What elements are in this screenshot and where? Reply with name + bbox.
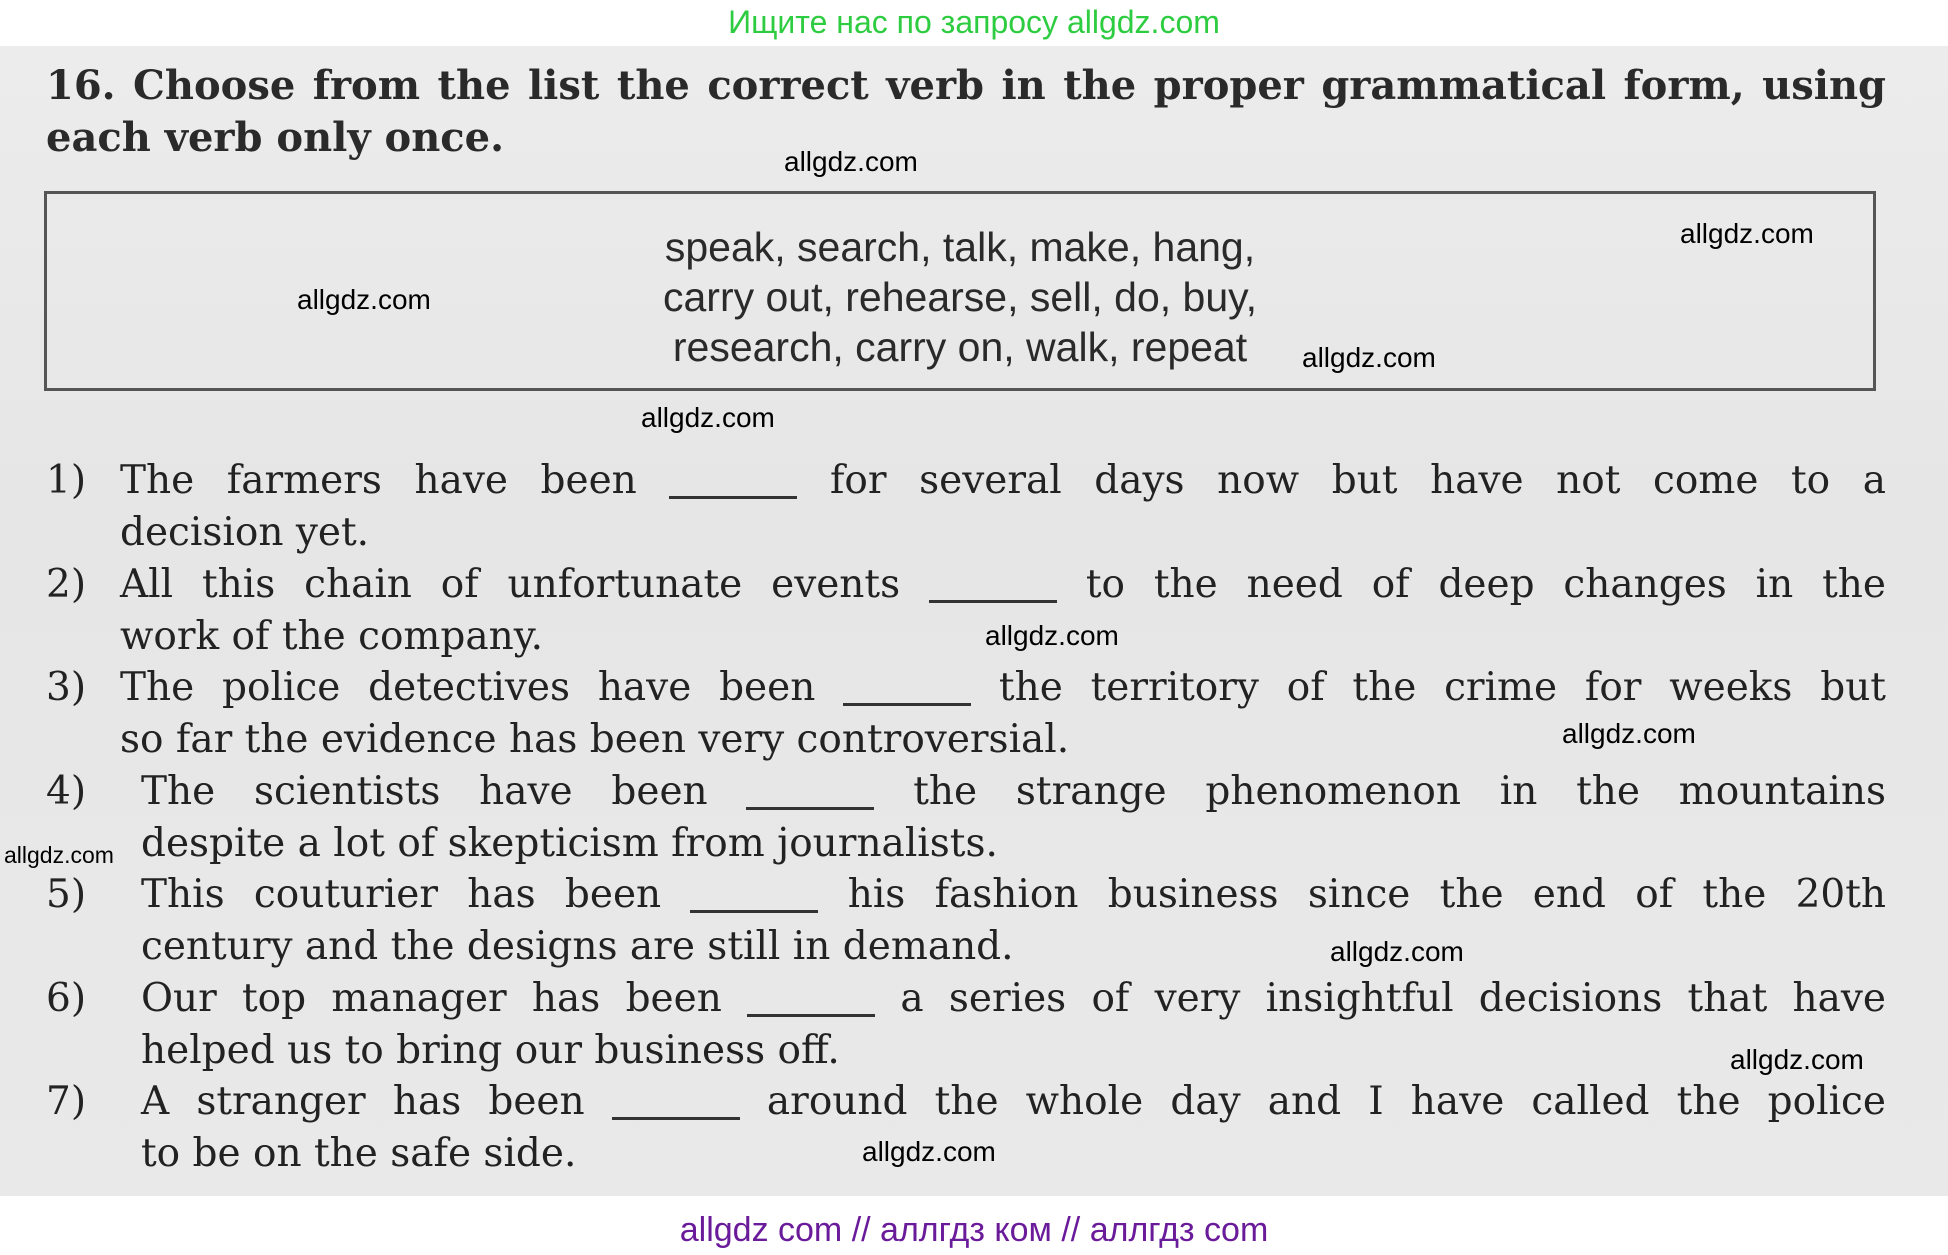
exercise-item [46, 869, 1886, 973]
item-line: work of the company. [120, 613, 544, 659]
item-number: 5) [46, 872, 87, 917]
item-line: to be on the safe side. [141, 1131, 577, 1176]
item-line: so far the evidence has been very controversial. [120, 717, 1070, 762]
answer-blank [690, 876, 818, 913]
word-list-line: speak, search, talk, make, hang, [664, 224, 1256, 270]
item-line: helped us to bring our business off. [141, 1027, 840, 1073]
exercise-items [46, 455, 1886, 1180]
watermark: allgdz.com [784, 146, 918, 177]
exercise-item [46, 973, 1886, 1077]
item-number: 6) [46, 975, 87, 1021]
item-text [120, 662, 1886, 766]
item-line: The farmers have been for several days now but have not come to a [120, 458, 1887, 503]
watermark: allgdz.com [985, 620, 1119, 651]
item-text [141, 973, 1886, 1077]
item-number: 2) [46, 561, 87, 607]
watermark: allgdz.com [1330, 936, 1464, 967]
item-number: 4) [46, 768, 87, 814]
item-line: All this chain of unfortunate events to the need of deep changes in the [120, 561, 1886, 607]
item-number: 3) [46, 665, 87, 710]
word-list-line: research, carry on, walk, repeat [672, 324, 1248, 370]
exercise-item [46, 455, 1886, 559]
task-title: 16. Choose from the list the correct verb in the proper grammatical form, using each verb only once. [46, 62, 1886, 161]
watermark: allgdz.com [1302, 342, 1436, 373]
item-text [141, 1076, 1886, 1180]
item-line: A stranger has been around the whole day and I have called the police [141, 1079, 1886, 1124]
item-line: Our top manager has been a series of very insightful decisions that have [141, 975, 1886, 1021]
bottom-banner: allgdz com // аллгдз ком // аллгдз com [679, 1211, 1269, 1249]
watermark: allgdz.com [1562, 718, 1696, 749]
watermark: allgdz.com [297, 284, 431, 315]
item-text [141, 766, 1886, 870]
answer-blank [746, 773, 874, 810]
answer-blank [612, 1083, 740, 1120]
item-text [141, 869, 1886, 973]
top-banner: Ищите нас по запросу allgdz.com [728, 4, 1220, 40]
exercise-item [46, 766, 1886, 870]
answer-blank [747, 980, 875, 1017]
item-line: This couturier has been his fashion business since the end of the 20th [141, 872, 1887, 917]
item-line: The police detectives have been the territory of the crime for weeks but [120, 665, 1886, 710]
watermark: allgdz.com [862, 1136, 996, 1167]
watermark: allgdz.com [641, 402, 775, 433]
item-line: decision yet. [120, 510, 370, 555]
item-line: century and the designs are still in demand. [141, 924, 1014, 969]
item-text [120, 455, 1886, 559]
answer-blank [929, 566, 1057, 603]
item-line: despite a lot of skepticism from journalists. [141, 820, 998, 866]
item-line: The scientists have been the strange phenomenon in the mountains [141, 768, 1886, 814]
watermark: allgdz.com [1730, 1044, 1864, 1075]
watermark: allgdz.com [1680, 218, 1814, 249]
watermark: allgdz.com [4, 842, 114, 868]
word-list-line: carry out, rehearse, sell, do, buy, [662, 274, 1258, 320]
item-number: 1) [46, 458, 87, 503]
answer-blank [843, 669, 971, 706]
answer-blank [669, 462, 797, 499]
item-number: 7) [46, 1079, 87, 1124]
exercise-item [46, 559, 1886, 663]
